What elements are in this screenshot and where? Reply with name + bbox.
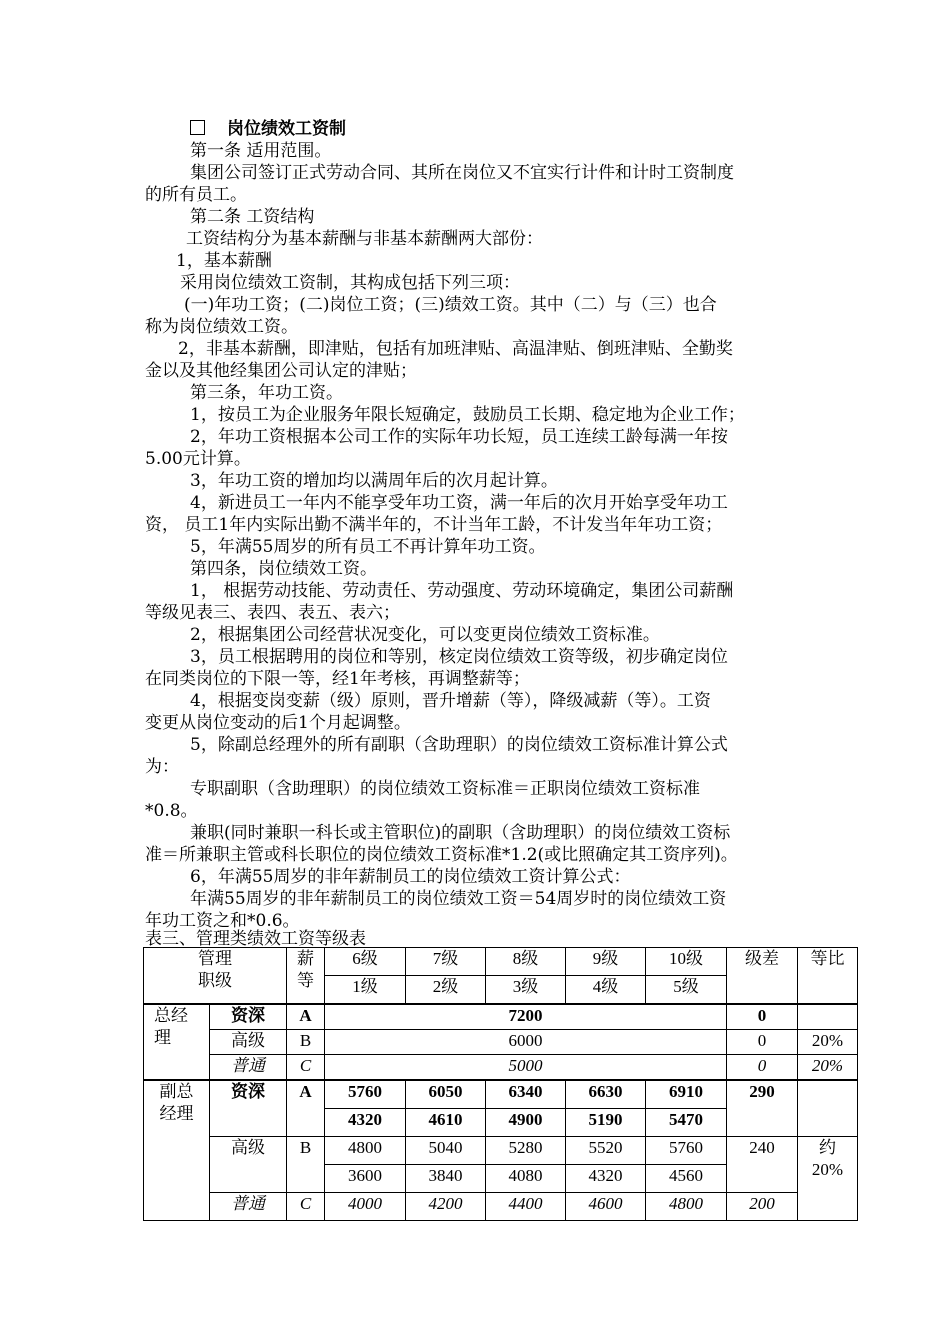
- paragraph-line: 兼职(同时兼职一科长或主管职位)的副职（含助理职）的岗位绩效工资标: [190, 823, 731, 843]
- diff-cell: 200: [727, 1193, 798, 1221]
- grade-cell: B: [287, 1030, 325, 1055]
- header-diff-cell: 级差: [727, 948, 798, 1005]
- value-cell: 4610: [406, 1109, 486, 1137]
- paragraph-line: 专职副职（含助理职）的岗位绩效工资标准＝正职岗位绩效工资标准: [190, 779, 700, 799]
- paragraph-line: 工资结构分为基本薪酬与非基本薪酬两大部份：: [186, 229, 543, 249]
- header-rank-cell: [144, 948, 287, 1005]
- ratio-cell: [798, 1004, 858, 1030]
- article-1-heading: 第一条 适用范围。: [190, 141, 332, 161]
- paragraph-line: 5，除副总经理外的所有副职（含助理职）的岗位绩效工资标准计算公式: [190, 735, 728, 755]
- value-cell: 4800: [325, 1137, 406, 1165]
- header-level-cell: 7级: [406, 948, 486, 976]
- article-3-heading: 第三条，年功工资。: [190, 383, 343, 403]
- value-cell: 4400: [486, 1193, 566, 1221]
- header-level-cell: 4级: [566, 976, 646, 1005]
- header-level-cell: 10级: [646, 948, 727, 976]
- ratio-cell: [798, 1137, 858, 1221]
- paragraph-line: 5，年满55周岁的所有员工不再计算年功工资。: [190, 537, 546, 557]
- paragraph-line: 称为岗位绩效工资。: [145, 317, 298, 337]
- checkbox-square-icon: [190, 120, 205, 135]
- header-level-cell: 6级: [325, 948, 406, 976]
- paragraph-line: 等级见表三、表四、表五、表六；: [145, 603, 400, 623]
- paragraph-line: 为：: [145, 757, 179, 777]
- rank-cell: 资深: [210, 1004, 287, 1030]
- table-row: [144, 1137, 858, 1165]
- diff-cell: 240: [727, 1137, 798, 1193]
- paragraph-line: 资， 员工1年内实际出勤不满半年的，不计当年工龄，不计发当年年功工资；: [145, 515, 723, 535]
- value-cell: 5280: [486, 1137, 566, 1165]
- paragraph-line: *0.8。: [145, 801, 198, 821]
- header-row: [144, 948, 858, 976]
- row-group-label: 总经: [154, 1006, 188, 1025]
- paragraph-line: 年功工资之和*0.6。: [145, 911, 300, 931]
- value-cell: 3600: [325, 1165, 406, 1193]
- paragraph-line: 采用岗位绩效工资制，其构成包括下列三项：: [180, 273, 520, 293]
- value-cell: 6340: [486, 1080, 566, 1109]
- value-cell: 4560: [646, 1165, 727, 1193]
- row-group-label: 副总: [159, 1082, 194, 1101]
- diff-cell: 0: [727, 1004, 798, 1030]
- header-level-cell: 3级: [486, 976, 566, 1005]
- value-cell: 4800: [646, 1193, 727, 1221]
- row-group-label: 理: [154, 1028, 171, 1047]
- article-2-heading: 第二条 工资结构: [190, 207, 315, 227]
- value-cell: 4600: [566, 1193, 646, 1221]
- paragraph-line: 2，根据集团公司经营状况变化，可以变更岗位绩效工资标准。: [190, 625, 660, 645]
- table-row: [144, 1004, 858, 1030]
- article-4-heading: 第四条，岗位绩效工资。: [190, 559, 377, 579]
- header-grade-cell: [287, 948, 325, 1005]
- paragraph-line: 在同类岗位的下限一等，经1年考核，再调整薪等；: [145, 669, 530, 689]
- value-cell: 5520: [566, 1137, 646, 1165]
- rank-cell: 普通: [210, 1055, 287, 1081]
- header-label: 职级: [198, 971, 232, 990]
- header-level-cell: 5级: [646, 976, 727, 1005]
- ratio-cell: [798, 1080, 858, 1137]
- paragraph-line: 1，基本薪酬: [176, 251, 272, 271]
- ratio-cell: 20%: [798, 1030, 858, 1055]
- header-level-cell: 9级: [566, 948, 646, 976]
- value-cell: 4000: [325, 1193, 406, 1221]
- paragraph-line: 金以及其他经集团公司认定的津贴；: [145, 361, 417, 381]
- vgm-title-cell: [144, 1080, 210, 1221]
- header-level-cell: 8级: [486, 948, 566, 976]
- doc-title-text: 岗位绩效工资制: [227, 119, 346, 139]
- paragraph-line: 1， 根据劳动技能、劳动责任、劳动强度、劳动环境确定，集团公司薪酬: [190, 581, 734, 601]
- value-cell: 6630: [566, 1080, 646, 1109]
- ratio-label: 20%: [811, 1160, 844, 1179]
- grade-cell: C: [287, 1055, 325, 1081]
- diff-cell: 0: [727, 1055, 798, 1081]
- header-label: 等: [297, 971, 314, 990]
- paragraph-line: 年满55周岁的非年薪制员工的岗位绩效工资＝54周岁时的岗位绩效工资: [190, 889, 727, 909]
- value-cell: 3840: [406, 1165, 486, 1193]
- paragraph-line: 2，非基本薪酬，即津贴，包括有加班津贴、高温津贴、倒班津贴、全勤奖: [178, 339, 733, 359]
- value-cell: 5190: [566, 1109, 646, 1137]
- value-cell: 4080: [486, 1165, 566, 1193]
- rank-cell: 资深: [210, 1080, 287, 1137]
- doc-title: [190, 118, 346, 140]
- table-row: [144, 1193, 858, 1221]
- header-level-cell: 2级: [406, 976, 486, 1005]
- paragraph-line: 4，新进员工一年内不能享受年功工资，满一年后的次月开始享受年功工: [190, 493, 728, 513]
- value-cell: 5470: [646, 1109, 727, 1137]
- grade-cell: B: [287, 1137, 325, 1193]
- value-cell: 5000: [325, 1055, 727, 1081]
- table-row: [144, 1080, 858, 1109]
- paragraph-line: 5.00元计算。: [145, 449, 251, 469]
- value-cell: 4900: [486, 1109, 566, 1137]
- paragraph-line: 变更从岗位变动的后1个月起调整。: [145, 713, 411, 733]
- value-cell: 6050: [406, 1080, 486, 1109]
- header-label: 薪: [297, 949, 314, 968]
- grade-cell: A: [287, 1004, 325, 1030]
- gm-title-cell: [144, 1004, 210, 1080]
- ratio-cell: 20%: [798, 1055, 858, 1081]
- value-cell: 4200: [406, 1193, 486, 1221]
- diff-cell: 0: [727, 1030, 798, 1055]
- table-row: [144, 1030, 858, 1055]
- header-level-cell: 1级: [325, 976, 406, 1005]
- ratio-label: 约: [819, 1138, 836, 1157]
- value-cell: 7200: [325, 1004, 727, 1030]
- paragraph-line: 集团公司签订正式劳动合同、其所在岗位又不宜实行计件和计时工资制度: [190, 163, 734, 183]
- table-row: [144, 1055, 858, 1081]
- grade-cell: A: [287, 1080, 325, 1137]
- rank-cell: 普通: [210, 1193, 287, 1221]
- rank-cell: 高级: [210, 1137, 287, 1193]
- value-cell: 6000: [325, 1030, 727, 1055]
- header-label: 管理: [198, 949, 232, 968]
- value-cell: 6910: [646, 1080, 727, 1109]
- salary-grade-table: [143, 947, 858, 1221]
- paragraph-line: 2，年功工资根据本公司工作的实际年功长短，员工连续工龄每满一年按: [190, 427, 728, 447]
- value-cell: 5040: [406, 1137, 486, 1165]
- row-group-label: 经理: [159, 1104, 194, 1123]
- paragraph-line: 4，根据变岗变薪（级）原则，晋升增薪（等），降级减薪（等）。工资: [190, 691, 711, 711]
- value-cell: 5760: [646, 1137, 727, 1165]
- paragraph-line: 1，按员工为企业服务年限长短确定，鼓励员工长期、稳定地为企业工作；: [190, 405, 745, 425]
- rank-cell: 高级: [210, 1030, 287, 1055]
- value-cell: 5760: [325, 1080, 406, 1109]
- paragraph-line: 6，年满55周岁的非年薪制员工的岗位绩效工资计算公式：: [190, 867, 631, 887]
- paragraph-line: 3，年功工资的增加均以满周年后的次月起计算。: [190, 471, 558, 491]
- paragraph-line: 的所有员工。: [145, 185, 247, 205]
- diff-cell: 290: [727, 1080, 798, 1137]
- header-ratio-cell: 等比: [798, 948, 858, 1005]
- paragraph-line: (一)年功工资；(二)岗位工资；(三)绩效工资。其中（二）与（三）也合: [184, 295, 717, 315]
- paragraph-line: 准＝所兼职主管或科长职位的岗位绩效工资标准*1.2(或比照确定其工资序列)。: [145, 845, 738, 865]
- value-cell: 4320: [325, 1109, 406, 1137]
- table-caption: 表三、管理类绩效工资等级表: [145, 929, 366, 949]
- paragraph-line: 3，员工根据聘用的岗位和等别，核定岗位绩效工资等级，初步确定岗位: [190, 647, 728, 667]
- value-cell: 4320: [566, 1165, 646, 1193]
- grade-cell: C: [287, 1193, 325, 1221]
